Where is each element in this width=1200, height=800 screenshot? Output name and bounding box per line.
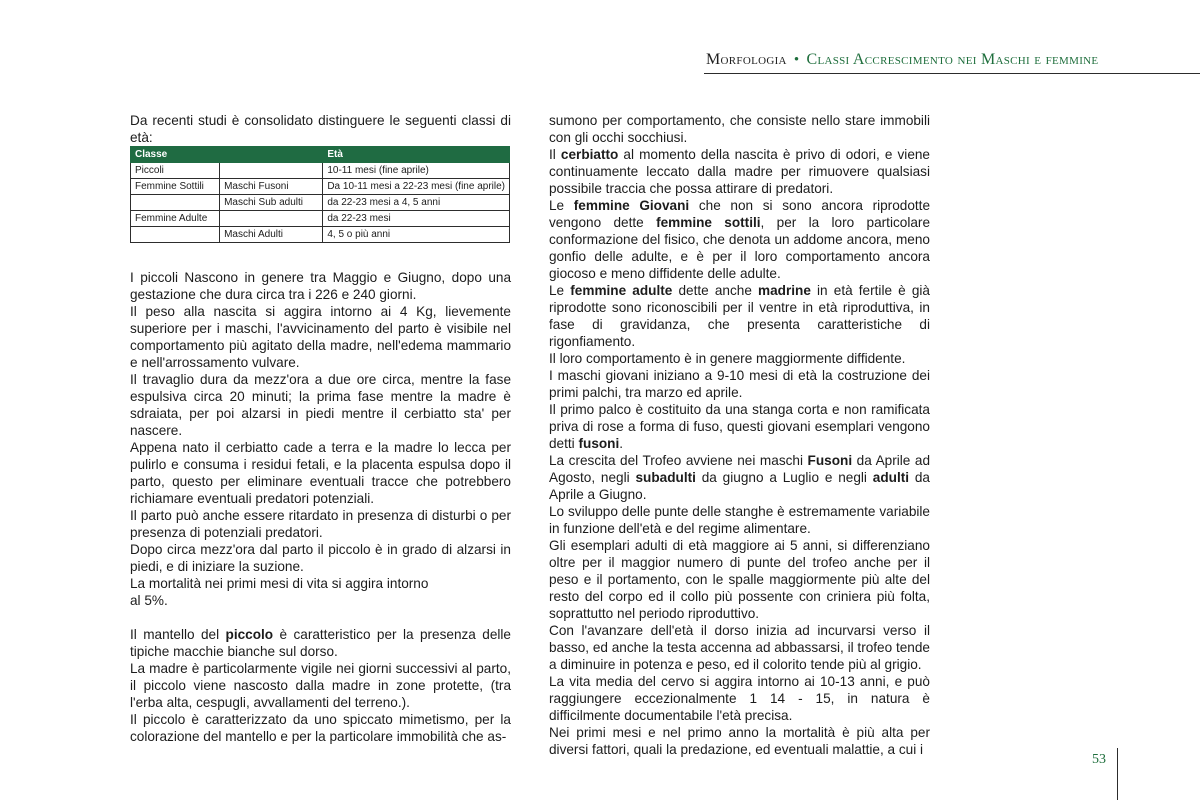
paragraph: La vita media del cervo si aggira intorno ai 10-13 anni, e può raggiungere eccezionalmente 1 14 - 15, in natura è difficilmente documentabile l'età precisa. (549, 674, 930, 723)
paragraph: Il travaglio dura da mezz'ora a due ore circa, mentre la fase espulsiva circa 20 minuti; la prima fase mentre la madre è sdraiata, per poi alzarsi in piedi mentre il cerbiatto sta' per nascere. (130, 372, 511, 438)
paragraph (549, 282, 930, 350)
table-cell: Piccoli (131, 163, 220, 179)
paragraph: Il parto può anche essere ritardato in presenza di disturbi o per presenza di potenziali predatori. (130, 508, 511, 540)
age-classes-table (130, 146, 510, 243)
text-run: da giugno a Luglio e negli (695, 470, 873, 485)
paragraph: al 5%. (130, 593, 168, 608)
text-run: La crescita del Trofeo avviene nei maschi (549, 453, 808, 468)
paragraph: Il peso alla nascita si aggira intorno ai 4 Kg, lievemente superiore per i maschi, l'avvicinamento del parto è visibile nel comportamento più agitato della madre, nell'edema mammario e nell'arrossamento vulvare. (130, 304, 511, 370)
table-row (131, 195, 510, 211)
paragraph (549, 146, 930, 197)
paragraph: Dopo circa mezz'ora dal parto il piccolo è in grado di alzarsi in piedi, e di iniziare la suzione. (130, 542, 511, 574)
table-cell: da 22-23 mesi (323, 211, 510, 227)
table-row (131, 227, 510, 243)
text-run: Il (549, 147, 561, 162)
bold-term: madrine (758, 283, 811, 298)
table-cell: da 22-23 mesi a 4, 5 anni (323, 195, 510, 211)
left-column (130, 112, 511, 745)
text-run: in età fertile è già riprodotte sono riconoscibili per il ventre in età riproduttiva, in fase di gravidanza, che presenta caratteristiche di rigonfiamento. (549, 283, 930, 349)
bold-term: subadulti (635, 470, 696, 485)
paragraph: Il piccolo è caratterizzato da uno spiccato mimetismo, per la colorazione del mantello e per la particolare immobilità che as- (130, 712, 511, 744)
bold-term: piccolo (225, 627, 274, 642)
table-cell (131, 227, 220, 243)
text-run: Le (549, 198, 574, 213)
table-cell: Femmine Sottili (131, 179, 220, 195)
text-run: da Aprile ad Agosto, negli (549, 453, 931, 485)
bold-term: femmine Giovani (573, 198, 690, 213)
table-header-row (131, 147, 510, 163)
bold-term: cerbiatto (560, 147, 619, 162)
paragraph (130, 626, 511, 660)
table-row (131, 163, 510, 179)
text-run: . (619, 436, 624, 451)
table-cell (220, 163, 323, 179)
table-cell: 4, 5 o più anni (323, 227, 510, 243)
paragraph: Nei primi mesi e nel primo anno la mortalità è più alta per diversi fattori, quali la predazione, ed eventuali malattie, a cui i (549, 725, 930, 757)
page-number: 53 (1092, 752, 1106, 767)
paragraph: Il loro comportamento è in genere maggiormente diffidente. (549, 351, 906, 366)
table-cell: 10-11 mesi (fine aprile) (323, 163, 510, 179)
bold-term: femmine sottili (656, 215, 761, 230)
paragraph: sumono per comportamento, che consiste nello stare immobili con gli occhi socchiusi. (549, 113, 930, 145)
bold-term: fusoni (578, 436, 620, 451)
section-title: Morfologia (706, 51, 787, 68)
header-bullet: • (793, 52, 800, 68)
running-header (706, 51, 1098, 69)
paragraph: Con l'avanzare dell'età il dorso inizia ad incurvarsi verso il basso, ed anche la testa accenna ad abbassarsi, il trofeo tende a diminuire in potenza e peso, ed il colorito tende più al grigio. (549, 623, 930, 672)
table-cell: Maschi Fusoni (220, 179, 323, 195)
text-run: da Aprile a Giugno. (549, 470, 930, 502)
text-run: è caratteristico per la presenza delle tipiche macchie bianche sul dorso. (130, 627, 511, 659)
text-run: Il mantello del (130, 627, 226, 642)
table-cell (131, 195, 220, 211)
text-run: dette anche (672, 283, 759, 298)
page-number-rule (1117, 748, 1118, 800)
intro-text: Da recenti studi è consolidato distinguere le seguenti classi di età: (130, 113, 511, 145)
bold-term: adulti (872, 470, 910, 485)
right-column (549, 112, 930, 758)
table-row (131, 211, 510, 227)
table-row (131, 179, 510, 195)
paragraph: Lo sviluppo delle punte delle stanghe è estremamente variabile in funzione dell'età e del regime alimentare. (549, 504, 930, 536)
paragraph: I piccoli Nascono in genere tra Maggio e Giugno, dopo una gestazione che dura circa tra i 226 e 240 giorni. (130, 270, 511, 302)
text-run: , per la loro particolare conformazione del fisico, che denota un addome ancora, meno gonfio delle adulte, e è per il loro comportamento ancora giocoso e meno diffidente delle adulte. (549, 215, 930, 281)
table-cell (220, 211, 323, 227)
text-run: Le (549, 283, 571, 298)
text-run: Il primo palco è costituito da una stanga corta e non ramificata priva di rose a forma di fuso, questi giovani esemplari vengono detti (549, 402, 930, 451)
paragraph (549, 401, 930, 452)
table-header-cell: Classe (131, 147, 220, 163)
text-run: al momento della nascita è privo di odori, e viene continuamente leccato dalla madre per rimuovere qualsiasi possibile traccia che possa attirare di predatori. (549, 147, 930, 196)
table-cell: Maschi Adulti (220, 227, 323, 243)
table-cell: Femmine Adulte (131, 211, 220, 227)
table-cell: Maschi Sub adulti (220, 195, 323, 211)
bold-term: Fusoni (807, 453, 853, 468)
paragraph-gap (130, 609, 511, 626)
paragraph: La mortalità nei primi mesi di vita si aggira intorno (130, 576, 429, 591)
text-run: che non si sono ancora riprodotte vengono dette (549, 198, 930, 230)
chapter-title: Classi Accrescimento nei Maschi e femmine (806, 51, 1099, 68)
table-header-cell (220, 147, 323, 163)
paragraph: I maschi giovani iniziano a 9-10 mesi di età la costruzione dei primi palchi, tra marzo ed aprile. (549, 368, 930, 400)
paragraph: La madre è particolarmente vigile nei giorni successivi al parto, il piccolo viene nascosto dalla madre in zone protette, (tra l'erba alta, cespugli, avvallamenti del terreno.). (130, 661, 511, 710)
paragraph: Appena nato il cerbiatto cade a terra e la madre lo lecca per pulirlo e consuma i residui fetali, e la placenta espulsa dopo il parto, questo per eliminare eventuali tracce che potrebbero richiamare eventuali predatori potenziali. (130, 440, 511, 506)
paragraph (549, 452, 930, 503)
bold-term: femmine adulte (570, 283, 673, 298)
paragraph: Gli esemplari adulti di età maggiore ai 5 anni, si differenziano oltre per il maggior numero di punte del trofeo anche per il peso e il portamento, con le spalle maggiormente più alte del resto del corpo ed il collo più possente con criniera più folta, soprattutto nel periodo riproduttivo. (549, 538, 930, 621)
table-header-cell: Età (323, 147, 510, 163)
paragraph (549, 197, 930, 282)
header-rule (704, 73, 1200, 74)
table-cell: Da 10-11 mesi a 22-23 mesi (fine aprile) (323, 179, 510, 195)
